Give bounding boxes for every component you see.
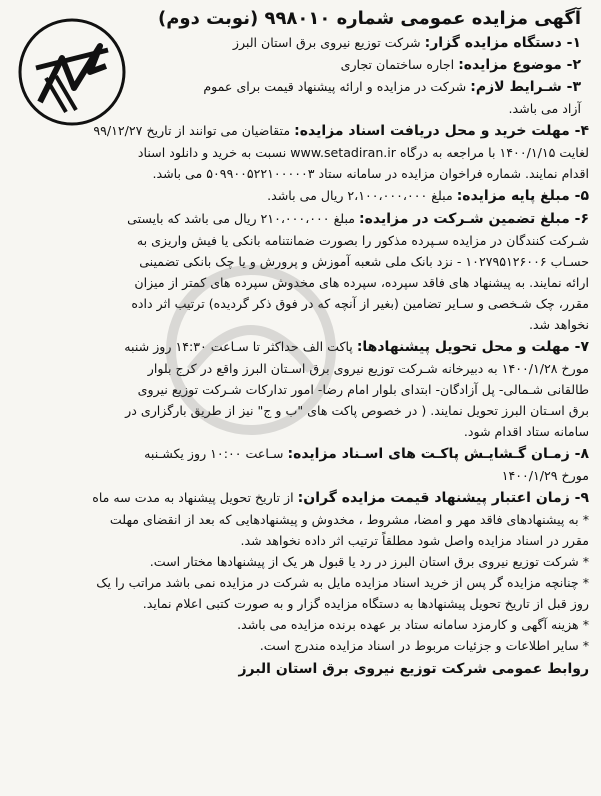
section-9-label: ۹- زمان اعتبار پیشنهاد قیمت مزایده گران: <box>297 490 589 506</box>
section-2-label: ۲- موضوع مزایده: <box>458 57 581 73</box>
section-4-text: متقاضیان می توانند از تاریخ ۹۹/۱۲/۲۷ <box>93 123 291 138</box>
notice-title: آگهی مزایده عمومی شماره ۹۹۸۰۱۰ (نوبت دوم) <box>157 8 581 29</box>
section-3-line2: آزاد می باشد. <box>508 101 581 116</box>
section-6-text: مبلغ ۲۱۰،۰۰۰،۰۰۰ ریال می باشد که بایستی <box>127 211 355 226</box>
section-8-text: سـاعت ۱۰:۰۰ روز یکشـنبه <box>144 446 284 461</box>
note-item: * شرکت توزیع نیروی برق استان البرز در رد یا قبول هر یک از پیشنهادها مختار است. <box>149 554 589 569</box>
section-6-line4: ارائه نمایند. به پیشنهاد های فاقد سپرده، سپرده های مخدوش سپرده های کمتر از میزان <box>134 275 589 290</box>
section-9-line2: * به پیشنهادهای فاقد مهر و امضا، مشروط ، مخدوش و پیشنهادهایی که بعد از انقضای مهلت <box>109 512 589 527</box>
section-7-label: ۷- مهلت و محل تحویل پیشنهادها: <box>356 339 589 355</box>
power-distribution-logo <box>16 16 128 128</box>
section-8-label: ۸- زمـان گـشایـش پاکـت های اسـناد مزایده: <box>287 446 589 462</box>
section-1-label: ۱- دستگاه مزایده گزار: <box>424 35 581 51</box>
note-item: * چنانچه مزایده گر پس از خرید اسناد مزایده مایل به شرکت در مزایده نمی باشد مراتب را یک <box>96 575 589 590</box>
section-4-line3: اقدام نمایند. شماره فراخوان مزایده در سامانه ستاد ۵۰۹۹۰۰۵۲۲۱۰۰۰۰۰۳ می باشد. <box>152 166 589 181</box>
section-9 <box>12 487 589 551</box>
section-1-text: شرکت توزیع نیروی برق استان البرز <box>232 35 421 50</box>
section-7-line3: طالقانی شـمالی- پل آزادگان- ابتدای بلوار امام رضا- امور تدارکات شـرکت توزیع نیروی <box>137 382 589 397</box>
section-5-label: ۵- مبلغ پایه مزایده: <box>456 188 589 204</box>
section-1 <box>152 32 581 54</box>
section-4 <box>12 120 589 184</box>
watermark <box>131 260 371 440</box>
note-item: روز قبل از تاریخ تحویل پیشنهادها به دستگاه مزایده گزار و به صورت کتبی اعلام نماید. <box>142 596 589 611</box>
section-3-text: شرکت در مزایده و ارائه پیشنهاد قیمت برای عموم <box>203 79 467 94</box>
section-6-line5: مقرر، چک شـخصی و سـایر تضامین (بغیر از آنچه که در فوق ذکر گردیده) ترتیب اثر داده <box>131 296 589 311</box>
note-item: * سایر اطلاعات و جزئیات مربوط در اسناد مزایده مندرج است. <box>259 638 589 653</box>
section-3 <box>152 76 581 98</box>
note-item: * هزینه آگهی و کارمزد سامانه ستاد بر عهده برنده مزایده می باشد. <box>237 617 589 632</box>
section-7-line2: مورخ ۱۴۰۰/۱/۲۸ به دبیرخانه شـرکت توزیع نیروی برق اسـتان البرز واقع در کرج بلوار <box>147 361 589 376</box>
section-6-line3: حسـاب ۱۰۲۷۹۵۱۲۶۰۰۶ - نزد بانک ملی شعبه آموزش و پرورش و یا چک بانکی تضمینی <box>139 254 589 269</box>
section-4-line2: لغایت ۱۴۰۰/۱/۱۵ با مراجعه به درگاه www.setadiran.ir نسبت به خرید و دانلود اسناد <box>137 145 589 160</box>
section-2 <box>152 54 581 76</box>
section-7-line5: سامانه ستاد اقدام شود. <box>463 424 589 439</box>
section-7-text: پاکت الف حداکثر تا سـاعت ۱۴:۳۰ روز شنبه <box>124 339 353 354</box>
section-7-line4: برق اسـتان البرز تحویل نمایند. ( در خصوص پاکت های "ب و ج" نیز از طریق بارگزاری در <box>125 403 589 418</box>
footer-signature: روابط عمومی شرکت توزیع نیروی برق استان البرز <box>238 661 589 677</box>
section-8-line2: مورخ ۱۴۰۰/۱/۲۹ <box>501 468 589 483</box>
section-5-text: مبلغ ۲،۱۰۰،۰۰۰،۰۰۰ ریال می باشد. <box>267 188 453 203</box>
notes-list <box>12 551 589 656</box>
section-2-text: اجاره ساختمان تجاری <box>340 57 455 72</box>
section-3-label: ۳- شـرایط لازم: <box>470 79 581 95</box>
section-4-label: ۴- مهلت خرید و محل دریافت اسناد مزایده: <box>294 123 589 139</box>
section-9-text: از تاریخ تحویل پیشنهاد به مدت سه ماه <box>92 490 294 505</box>
section-9-line3: مقرر در اسناد مزایده واصل شود مطلقاً ترتیب اثر داده نخواهد شد. <box>240 533 589 548</box>
section-6-line6: نخواهد شد. <box>528 317 589 332</box>
section-5 <box>12 185 589 207</box>
section-6-label: ۶- مبلغ تضمین شـرکت در مزایده: <box>359 211 589 227</box>
section-6-line2: شـرکت کنندگان در مزایده سـپرده مذکور را بصورت ضمانتنامه بانکی یا فیش واریزی به <box>136 233 589 248</box>
section-8 <box>12 443 589 486</box>
